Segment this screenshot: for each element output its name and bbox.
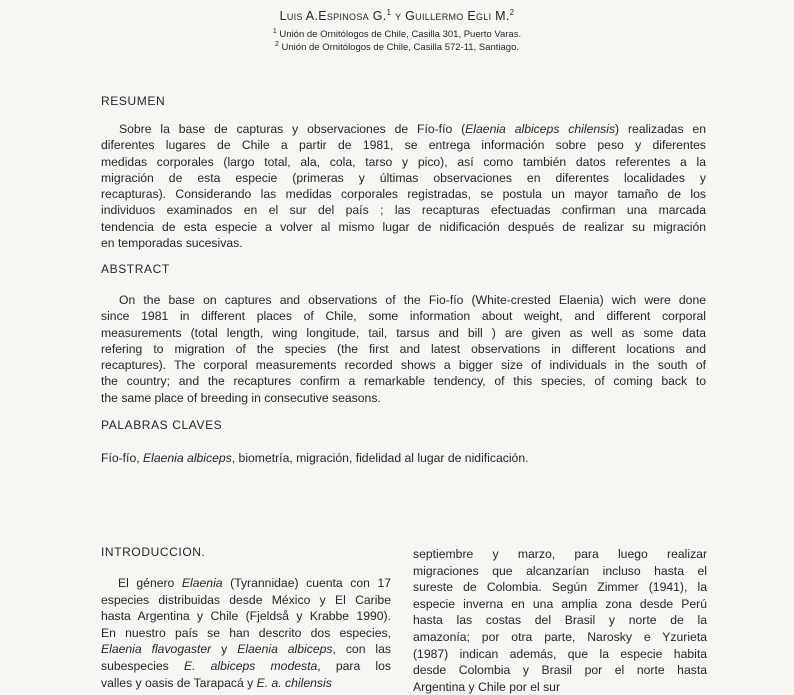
species-name: Elaenia albiceps <box>237 642 333 657</box>
text-segment: especies distribuidas desde México y El Caribe <box>101 592 391 607</box>
intro-right-line: Argentina y Chile por el sur <box>413 679 560 694</box>
author-2-sup: 2 <box>509 8 515 17</box>
resumen-line <box>101 235 706 251</box>
resumen-line <box>101 170 706 186</box>
species-name: Elaenia <box>181 576 223 590</box>
species-name: Elaenia albiceps chilensis <box>465 122 616 136</box>
intro-right-column <box>413 546 707 695</box>
text-segment: En nuestro país se han descrito dos especies, <box>101 625 391 640</box>
keywords-suffix: , biometría, migración, fidelidad al lugar de nidificación. <box>231 451 529 465</box>
intro-left-column <box>101 575 391 691</box>
affiliation-2-text: Unión de Ornitólogos de Chile, Casilla 572-11, Santiago. <box>281 42 519 54</box>
authors-line <box>0 8 794 23</box>
affiliation-2-sup: 2 <box>274 41 279 48</box>
text-segment: y <box>211 642 238 657</box>
abstract-line: since 1981 in different places of Chile, some information about weight, and different corporal <box>101 309 706 324</box>
author-1: Luis A.Espinosa G. <box>279 9 387 24</box>
resumen-paragraph <box>101 121 706 251</box>
text-segment: Sobre la base de capturas y observaciones de Fío-fío ( <box>119 122 466 136</box>
intro-left-line <box>101 675 391 692</box>
affiliation-1 <box>0 28 794 40</box>
text-segment: en temporadas sucesivas. <box>101 236 243 251</box>
intro-left-line <box>101 658 391 675</box>
intro-left-line <box>101 575 391 592</box>
intro-heading: INTRODUCCION. <box>101 545 206 559</box>
abstract-heading: ABSTRACT <box>101 262 170 276</box>
intro-right-line: septiembre y marzo, para luego realizar <box>413 547 707 561</box>
intro-right-line: (1987) indican además, que la especie habita <box>413 646 707 661</box>
abstract-line: the country; and the recaptures confirm a remarkable tendency, of this species, of coming back to <box>101 374 706 389</box>
author-connector: y <box>395 9 402 24</box>
abstract-line: the same place of breeding in consecutive seasons. <box>101 390 381 405</box>
text-segment: migración de esta especie (primeras y últimas observaciones en diferentes localidades y <box>101 170 706 185</box>
affiliation-1-text: Unión de Ornitólogos de Chile, Casilla 301, Puerto Varas. <box>279 29 522 41</box>
text-segment: hasta Argentina y Chile (Fjeldså y Krabbe 1990). <box>101 609 391 624</box>
intro-right-line: amazonía; por otra parte, Narosky e Yzurieta <box>413 629 707 644</box>
keywords-prefix: Fío-fío, <box>101 451 143 465</box>
species-name: E. albiceps modesta <box>183 658 318 673</box>
intro-right-line: hasta las costas del Brasil y norte de la <box>413 613 707 628</box>
intro-right-line: sureste de Colombia. Según Zimmer (1941), la <box>413 580 707 595</box>
text-segment: subespecies <box>101 658 184 673</box>
intro-left-line <box>101 592 391 609</box>
species-name: Elaenia flavogaster <box>101 642 212 657</box>
keywords-species: Elaenia albiceps <box>143 451 232 465</box>
abstract-line: On the base on captures and observations of the Fio-fío (White-crested Elaenia) wich were done <box>119 293 706 307</box>
abstract-line: recaptures). The corporal measurements recorded shows a bigger size of individuals in the south of <box>101 358 706 373</box>
intro-left-line <box>101 625 391 642</box>
text-segment: , con las <box>332 642 391 657</box>
resumen-heading: RESUMEN <box>101 94 166 108</box>
intro-left-line <box>101 641 391 658</box>
text-segment: diferentes lugares de Chile a partir de 1981, se entrega información sobre peso y diferentes <box>101 138 706 153</box>
affiliation-2 <box>0 41 794 53</box>
author-2: Guillermo Egli M. <box>405 9 510 24</box>
text-segment: recapturas). Considerando las medidas corporales registradas, se postula un mayor tamaño de los <box>101 187 706 202</box>
resumen-line <box>101 186 706 202</box>
text-segment: medidas corporales (largo total, ala, cola, tarso y pico), así como también datos referentes a la <box>101 154 706 169</box>
author-1-sup: 1 <box>386 8 392 17</box>
keywords-line <box>101 450 529 466</box>
text-segment: El género <box>118 576 182 590</box>
resumen-line <box>101 121 706 137</box>
abstract-paragraph <box>101 292 706 406</box>
affiliation-1-sup: 1 <box>272 28 277 35</box>
intro-right-line: especie inverna en una amplia zona desde Perú <box>413 596 707 611</box>
text-segment: individuos examinados en el sur del país ; las recapturas efectuadas confirman una marcada <box>101 203 706 218</box>
text-segment: , para los <box>317 658 391 673</box>
resumen-line <box>101 137 706 153</box>
resumen-line <box>101 154 706 170</box>
text-segment: ) realizadas en <box>615 122 706 136</box>
intro-left-line <box>101 608 391 625</box>
abstract-line: refering to migration of the species (the first and latest observations in different locations and <box>101 341 706 356</box>
species-name: E. a. chilensis <box>256 675 332 690</box>
text-segment: valles y oasis de Tarapacá y <box>101 675 257 690</box>
text-segment: tendencia de esta especie a volver al mismo lugar de nidificación después de realizar su migración <box>101 219 706 234</box>
abstract-line: measurements (total length, wing longitude, tail, tarsus and bill ) are given as well as some data <box>101 325 706 340</box>
keywords-heading: PALABRAS CLAVES <box>101 418 223 432</box>
resumen-line <box>101 219 706 235</box>
intro-right-line: desde Colombia y Brasil por el norte hasta <box>413 663 707 678</box>
text-segment: (Tyrannidae) cuenta con 17 <box>222 576 392 590</box>
intro-right-line: migraciones que alcanzarían incluso hasta el <box>413 563 707 578</box>
resumen-line <box>101 202 706 218</box>
